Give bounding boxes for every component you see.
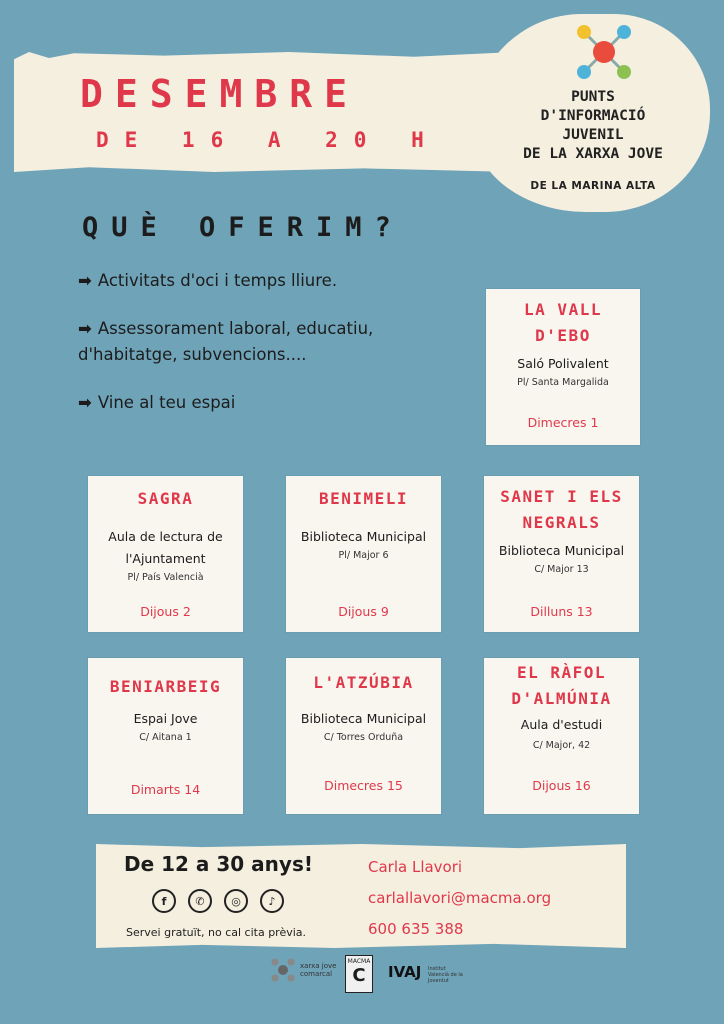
location-card [286,658,441,814]
network-logo-icon [572,22,636,82]
card-address: Pl/ Santa Margalida [517,377,609,388]
card-venue: Aula d'estudi [520,717,603,732]
card-date: Dimecres 15 [324,778,403,793]
offer-item [78,316,478,368]
badge-line: PUNTS [571,89,615,105]
card-address: C/ Aitana 1 [139,732,192,743]
card-date: Dimecres 1 [527,415,599,430]
arrow-right-icon: ➡ [78,271,92,290]
age-range: De 12 a 30 anys! [124,852,313,876]
card-date: Dijous 16 [532,778,591,793]
location-card [286,476,441,632]
offer-item-text: Assessorament laboral, educatiu, d'habitatge, subvencions.... [78,319,374,364]
xarxa-jove-logo [270,957,338,983]
tiktok-icon[interactable]: ♪ [260,889,284,913]
card-town: SAGRA [137,489,194,508]
badge-line: D'INFORMACIÓ [540,108,646,124]
offer-item [78,390,478,416]
offer-item-text: Vine al teu espai [97,393,236,412]
location-card [88,658,243,814]
card-venue: Saló Polivalent [517,356,609,371]
contact-phone[interactable]: 600 635 388 [368,920,464,938]
offer-item-text: Activitats d'oci i temps lliure. [97,271,338,290]
badge-line: JUVENIL [562,127,624,143]
social-links [152,889,284,913]
network-small-icon [270,957,296,983]
arrow-right-icon: ➡ [78,393,92,412]
card-town: BENIARBEIG [109,677,222,696]
badge-subtitle: DE LA MARINA ALTA [530,180,656,192]
card-date: Dimarts 14 [130,782,201,797]
contact-email[interactable]: carlallavori@macma.org [368,889,552,907]
card-town: L'ATZÚBIA [313,673,414,692]
card-date: Dijous 9 [338,604,389,619]
facebook-icon[interactable]: f [152,889,176,913]
card-address: C/ Major, 42 [532,740,591,751]
location-card [88,476,243,632]
card-date: Dilluns 13 [530,604,593,619]
card-venue: Aula de lectura de l'Ajuntament [108,529,223,566]
card-venue: Biblioteca Municipal [300,711,427,726]
section-heading: QUÈ OFERIM? [82,212,404,243]
instagram-icon[interactable]: ◎ [224,889,248,913]
location-card [484,658,639,814]
card-address: C/ Torres Orduña [323,732,404,743]
location-card [484,476,639,632]
badge-line: DE LA XARXA JOVE [523,146,663,162]
macma-text: MACMA [347,958,371,965]
card-date: Dijous 2 [140,604,191,619]
card-town: EL RÀFOL D'ALMÚNIA [511,663,612,708]
location-card [486,289,640,445]
card-town: BENIMELI [318,489,409,508]
service-note: Servei gratuït, no cal cita prèvia. [126,926,307,939]
page-title: DESEMBRE [80,72,360,116]
macma-logo [345,955,373,993]
contact-block [368,852,551,945]
card-address: C/ Major 13 [534,564,589,575]
offer-list [78,268,478,438]
card-town: LA VALL D'EBO [524,300,602,345]
card-town: SANET I ELS NEGRALS [500,487,623,532]
card-venue: Biblioteca Municipal [300,529,427,544]
card-address: Pl/ País Valencià [127,572,204,583]
ivaj-subtext: Institut Valencià de la Joventut [428,966,463,984]
offer-item [78,268,478,294]
macma-letter: C [352,965,366,986]
badge-title [482,88,704,164]
sponsor-logos [0,955,724,999]
xarxa-jove-text: xarxa jove comarcal [300,962,337,978]
ivaj-logo: IVAJ [388,963,422,981]
whatsapp-icon[interactable]: ✆ [188,889,212,913]
contact-name: Carla Llavori [368,858,463,876]
arrow-right-icon: ➡ [78,319,92,338]
page-subtitle: DE 16 A 20 H [96,128,440,152]
card-venue: Biblioteca Municipal [498,543,625,558]
card-venue: Espai Jove [133,711,198,726]
card-address: Pl/ Major 6 [338,550,389,561]
